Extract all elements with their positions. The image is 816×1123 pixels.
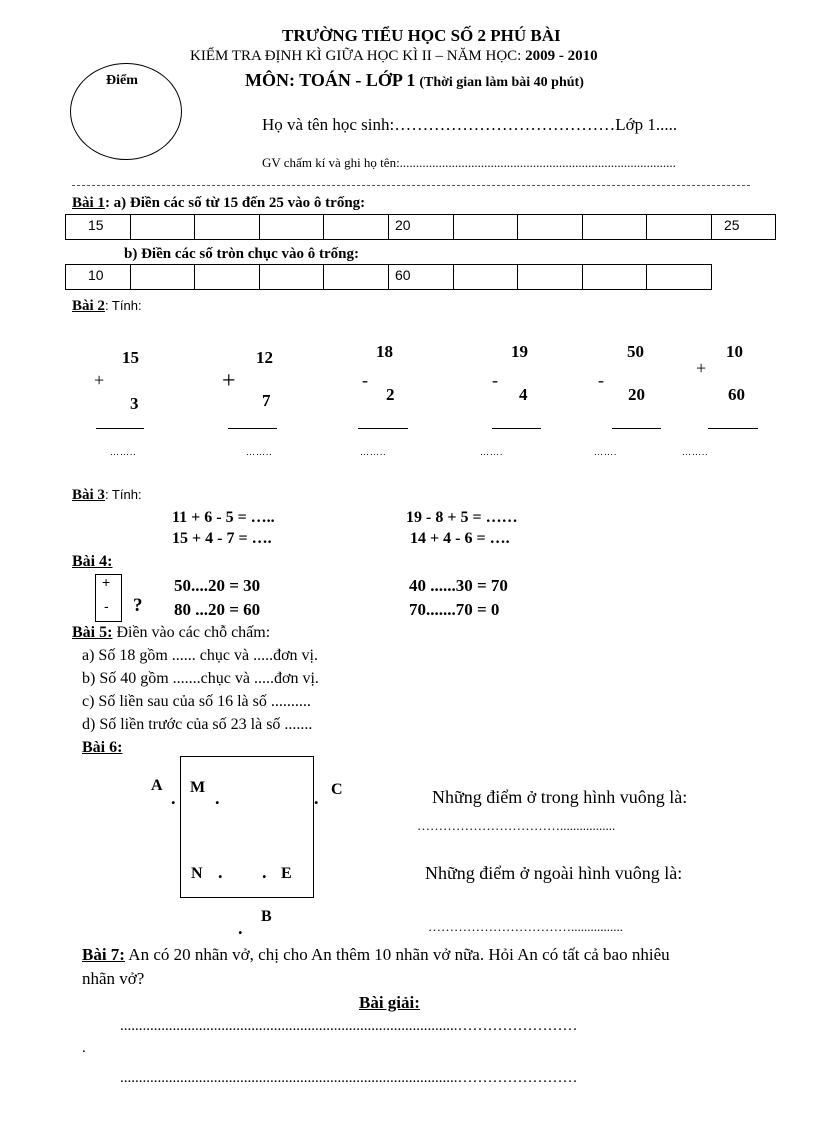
bai2-p4-line bbox=[492, 428, 541, 429]
bai1b-cell[interactable] bbox=[324, 264, 389, 290]
bai2-p6-ans[interactable]: …….. bbox=[682, 447, 709, 457]
outside-answer[interactable]: ……………………………................ bbox=[428, 919, 623, 934]
bai1a-cell[interactable] bbox=[324, 214, 389, 240]
bai5-item: c) Số liền sau của số 16 là số .......... bbox=[82, 693, 311, 710]
point-m-label: M bbox=[190, 779, 206, 796]
bai1a-cell[interactable] bbox=[454, 214, 518, 240]
bai2-p2-line bbox=[228, 428, 277, 429]
outside-question: Những điểm ở ngoài hình vuông là: bbox=[425, 863, 683, 883]
bai6-heading: Bài 6: bbox=[82, 739, 123, 756]
bai1b-cell[interactable] bbox=[454, 264, 518, 290]
score-label: Điểm bbox=[106, 73, 138, 88]
bai1-b-row bbox=[65, 264, 712, 290]
point-n-dot: . bbox=[218, 862, 223, 882]
bai4-expr: 80 ...20 = 60 bbox=[174, 600, 261, 619]
bai2-p2-ans[interactable]: …….. bbox=[246, 447, 273, 457]
bai1b-cell[interactable] bbox=[518, 264, 583, 290]
bai2-p4-op: - bbox=[492, 370, 498, 390]
solution-heading: Bài giải: bbox=[359, 993, 420, 1012]
bai2-p5-ans[interactable]: ……. bbox=[594, 447, 618, 457]
bai2-p3-b: 2 bbox=[386, 385, 395, 404]
point-m-dot: . bbox=[215, 788, 220, 808]
bai4-expr: 70.......70 = 0 bbox=[409, 600, 500, 619]
bai4-expr: 50....20 = 30 bbox=[174, 576, 261, 595]
bai2-p1-op: + bbox=[94, 370, 105, 390]
point-e-dot: . bbox=[262, 862, 267, 882]
separator bbox=[72, 185, 750, 186]
point-a-label: A bbox=[151, 777, 163, 794]
bai2-p6-b: 60 bbox=[728, 385, 745, 404]
bai1-heading: Bài 1: a) Điền các số từ 15 đến 25 vào ô trống: bbox=[72, 195, 366, 211]
bai5-heading: Bài 5: Điền vào các chỗ chấm: bbox=[72, 624, 271, 641]
point-b-dot: . bbox=[238, 918, 243, 938]
bai1a-cell[interactable] bbox=[518, 214, 583, 240]
bai1-a-row bbox=[65, 214, 776, 240]
inside-question: Những điểm ở trong hình vuông là: bbox=[432, 787, 688, 807]
bai2-p1-a: 15 bbox=[122, 348, 139, 367]
subject-line: MÔN: TOÁN - LỚP 1 (Thời gian làm bài 40 phút) bbox=[245, 70, 584, 90]
bai5-item: b) Số 40 gồm .......chục và .....đơn vị. bbox=[82, 670, 319, 687]
bai1b-cell[interactable] bbox=[583, 264, 647, 290]
inside-answer[interactable]: ……………………………................. bbox=[417, 818, 616, 833]
bai2-p1-line bbox=[96, 428, 144, 429]
bai2-p5-op: - bbox=[598, 370, 604, 390]
point-b-label: B bbox=[261, 908, 272, 925]
point-n-label: N bbox=[191, 865, 203, 882]
stray-dot: . bbox=[82, 1040, 86, 1056]
bai1b-cell[interactable] bbox=[647, 264, 712, 290]
bai2-p6-op: + bbox=[696, 358, 707, 378]
bai1a-cell[interactable] bbox=[260, 214, 324, 240]
solution-line[interactable]: ..........................................................................................…………………… bbox=[120, 1070, 578, 1086]
bai1a-cell[interactable] bbox=[647, 214, 712, 240]
bai1a-cell[interactable]: 15 bbox=[66, 214, 131, 240]
bai2-p4-b: 4 bbox=[519, 385, 528, 404]
bai2-p6-a: 10 bbox=[726, 342, 743, 361]
school-name: TRƯỜNG TIỂU HỌC SỐ 2 PHÚ BÀI bbox=[282, 26, 561, 45]
bai1a-cell[interactable] bbox=[131, 214, 195, 240]
bai2-p3-a: 18 bbox=[376, 342, 393, 361]
bai2-p1-ans[interactable]: …….. bbox=[110, 447, 137, 457]
minus-sign: - bbox=[104, 598, 109, 614]
bai2-p5-line bbox=[612, 428, 661, 429]
bai5-item: d) Số liền trước của số 23 là số ....... bbox=[82, 716, 313, 733]
bai2-p3-line bbox=[358, 428, 408, 429]
solution-line[interactable]: ..........................................................................................…………………… bbox=[120, 1018, 578, 1034]
bai5-item: a) Số 18 gồm ...... chục và .....đơn vị. bbox=[82, 647, 318, 664]
bai2-p5-a: 50 bbox=[627, 342, 644, 361]
bai1-b-text: b) Điền các số tròn chục vào ô trống: bbox=[124, 246, 359, 262]
plus-sign: + bbox=[102, 574, 111, 590]
bai1b-cell[interactable]: 60 bbox=[389, 264, 454, 290]
point-c-dot: . bbox=[314, 788, 319, 808]
bai7-problem-cont: nhãn vở? bbox=[82, 969, 145, 988]
bai2-p1-b: 3 bbox=[130, 394, 139, 413]
bai4-heading: Bài 4: bbox=[72, 553, 113, 570]
bai2-p3-ans[interactable]: …….. bbox=[360, 447, 387, 457]
bai2-p2-b: 7 bbox=[262, 391, 271, 410]
teacher-line: GV chấm kí và ghi họ tên:..................................................................................... bbox=[262, 155, 676, 170]
bai2-p2-a: 12 bbox=[256, 348, 273, 367]
bai2-p2-op: + bbox=[222, 368, 236, 394]
bai4-expr: 40 ......30 = 70 bbox=[409, 576, 508, 595]
point-e-label: E bbox=[281, 865, 292, 882]
bai3-expr: 15 + 4 - 7 = …. bbox=[172, 530, 272, 547]
bai2-p3-op: - bbox=[362, 370, 368, 390]
bai1a-cell[interactable] bbox=[583, 214, 647, 240]
student-name-line: Họ và tên học sinh:…………………………………Lớp 1..... bbox=[262, 115, 678, 134]
bai1b-cell[interactable] bbox=[195, 264, 260, 290]
bai2-p5-b: 20 bbox=[628, 385, 645, 404]
question-mark: ? bbox=[133, 595, 143, 616]
bai3-heading: Bài 3: Tính: bbox=[72, 487, 142, 503]
bai1a-cell[interactable]: 25 bbox=[712, 214, 776, 240]
exam-title: KIỂM TRA ĐỊNH KÌ GIỮA HỌC KÌ II – NĂM HỌC: 2009 - 2010 bbox=[190, 48, 598, 64]
bai3-expr: 19 - 8 + 5 = …… bbox=[406, 509, 518, 526]
bai3-expr: 11 + 6 - 5 = ….. bbox=[172, 509, 275, 526]
bai1a-cell[interactable] bbox=[195, 214, 260, 240]
bai2-p6-line bbox=[708, 428, 758, 429]
bai3-expr: 14 + 4 - 6 = …. bbox=[410, 530, 510, 547]
bai2-p4-a: 19 bbox=[511, 342, 528, 361]
bai1b-cell[interactable] bbox=[260, 264, 324, 290]
bai7-problem: Bài 7: An có 20 nhãn vở, chị cho An thêm 10 nhãn vở nữa. Hỏi An có tất cả bao nhiêu bbox=[82, 945, 670, 964]
bai2-heading: Bài 2: Tính: bbox=[72, 298, 142, 314]
bai2-p4-ans[interactable]: ……. bbox=[480, 447, 504, 457]
point-a-dot: . bbox=[171, 788, 176, 808]
bai1b-cell[interactable]: 10 bbox=[66, 264, 131, 290]
point-c-label: C bbox=[331, 781, 343, 798]
bai1b-cell[interactable] bbox=[131, 264, 195, 290]
bai1a-cell[interactable]: 20 bbox=[389, 214, 454, 240]
